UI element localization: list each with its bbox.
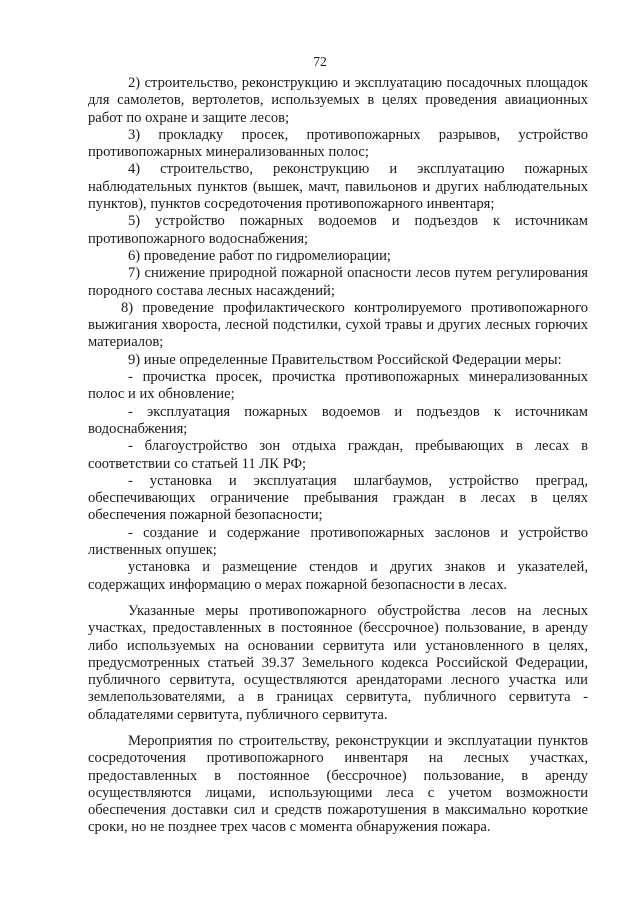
list-item-3: 3) прокладку просек, противопожарных разрывов, устройство противопожарных минерализованных полос; [88,126,588,161]
list-item-8: 8) проведение профилактического контролируемого противопожарного выжигания хвороста, лесной подстилки, сухой травы и других лесных горючих материалов; [88,299,588,351]
list-item-6: 6) проведение работ по гидромелиорации; [128,247,391,264]
list-item-2: 2) строительство, реконструкцию и эксплуатацию посадочных площадок для самолетов, вертолетов, используемых в целях проведения авиационных работ по охране и защите лесов; [88,75,588,126]
sub-item-signage: установка и размещение стендов и других знаков и указателей, содержащих информацию о мерах пожарной безопасности в лесах. [88,559,588,593]
sub-item-recreation-zones: - благоустройство зон отдыха граждан, пребывающих в лесах в соответствии со статьей 11 ЛК РФ; [88,438,588,472]
sub-item-water-bodies: - эксплуатация пожарных водоемов и подъездов к источникам водоснабжения; [88,403,588,437]
document-body [88,75,588,837]
list-item-5: 5) устройство пожарных водоемов и подъездов к источникам противопожарного водоснабжения; [88,213,588,247]
list-item-9: 9) иные определенные Правительством Российской Федерации меры: [128,351,562,368]
sub-item-firebreaks: - создание и содержание противопожарных заслонов и устройство лиственных опушек; [88,524,588,559]
paragraph-responsibility: Указанные меры противопожарного обустройства лесов на лесных участках, предоставленных в постоянное (бессрочное) пользование, в аренду либо используемых на основании сервитута или установленного в целях, предусмотренных статьей 39.37 Земельного кодекса Российской Федерации, публичного сервитута, осуществляются арендаторами лесного участка или землепользователями, а в границах сервитута, публичного сервитута - обладателями сервитута, публичного сервитута. [88,602,588,723]
paragraph-inventory-points: Мероприятия по строительству, реконструкции и эксплуатации пунктов сосредоточения противопожарного инвентаря на лесных участках, предоставленных в постоянное (бессрочное) пользование, в аренду осуществляются лицами, использующими леса с учетом возможности обеспечения доставки сил и средств пожаротушения в максимально короткие сроки, но не позднее трех часов с момента обнаружения пожара. [88,732,588,836]
list-item-7: 7) снижение природной пожарной опасности лесов путем регулирования породного состава лесных насаждений; [88,265,588,299]
sub-item-barriers: - установка и эксплуатация шлагбаумов, устройство преград, обеспечивающих ограничение пребывания граждан в лесах в целях обеспечения пожарной безопасности; [88,472,588,524]
list-item-4: 4) строительство, реконструкцию и эксплуатацию пожарных наблюдательных пунктов (вышек, мачт, павильонов и других наблюдательных пунктов), пунктов сосредоточения противопожарного инвентаря; [88,161,588,213]
sub-item-clearing: - прочистка просек, прочистка противопожарных минерализованных полос и их обновление; [88,369,588,403]
page-number: 72 [313,54,327,69]
